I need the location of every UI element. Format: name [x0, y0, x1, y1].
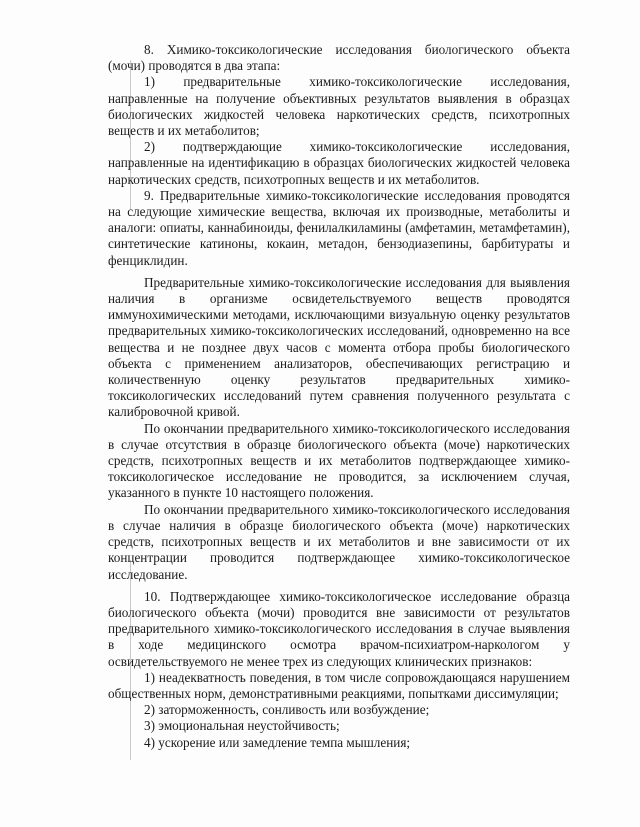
- list-item-2: 2) подтверждающие химико-токсикологические исследования, направленные на идентификацию в образцах биологических жидкостей человека наркотических средств, психотропных веществ и их метаболитов.: [108, 139, 570, 187]
- paragraph-9: 9. Предварительные химико-токсикологические исследования проводятся на следующие химические вещества, включая их производные, метаболиты и аналоги: опиаты, каннабиноиды, фенилалкиламины (амфетамин, метамфетамин), синтетические катиноны, кокаин, метадон, бензодиазепины, барбитураты и фенциклидин.: [108, 187, 570, 268]
- paragraph-8: 8. Химико-токсикологические исследования биологического объекта (мочи) проводятся в два этапа:: [108, 42, 570, 74]
- paragraph-positive-result: По окончании предварительного химико-токсикологического исследования в случае наличия в образце биологического объекта (моче) наркотических средств, психотропных веществ и их метаболитов и вне зависимости от их концентрации проводится подтверждающее химико-токсикологическое исследование.: [108, 501, 570, 582]
- clinical-sign-1: 1) неадекватность поведения, в том числе сопровождающаяся нарушением общественных норм, демонстративными реакциями, попытками диссимуляции;: [108, 669, 570, 701]
- list-item-1: 1) предварительные химико-токсикологические исследования, направленные на получение объективных результатов выявления в образцах биологических жидкостей человека наркотических средств, психотропных веществ и их метаболитов;: [108, 74, 570, 139]
- paragraph-preliminary-methods: Предварительные химико-токсикологические исследования для выявления наличия в организме освидетельствуемого веществ проводятся иммунохимическими методами, исключающими визуальную оценку результатов предварительных химико-токсикологических исследований, одновременно на все вещества и не позднее двух часов с момента отбора пробы биологического объекта с применением анализаторов, обеспечивающих регистрацию и количественную оценку результатов предварительных химико-токсикологических исследований путем сравнения полученного результата с калибровочной кривой.: [108, 274, 570, 420]
- paragraph-10: 10. Подтверждающее химико-токсикологическое исследование образца биологического объекта (мочи) проводится вне зависимости от результатов предварительного химико-токсикологического исследования в случае выявления в ходе медицинского осмотра врачом-психиатром-наркологом у освидетельствуемого не менее трех из следующих клинических признаков:: [108, 588, 570, 669]
- clinical-sign-2: 2) заторможенность, сонливость или возбуждение;: [144, 702, 430, 718]
- clinical-sign-4: 4) ускорение или замедление темпа мышления;: [144, 734, 411, 750]
- clinical-sign-3: 3) эмоциональная неустойчивость;: [144, 718, 340, 734]
- paragraph-negative-result: По окончании предварительного химико-токсикологического исследования в случае отсутствия в образце биологического объекта (моче) наркотических средств, психотропных веществ и их метаболитов подтверждающее химико-токсикологическое исследование не проводится, за исключением случая, указанного в пункте 10 настоящего положения.: [108, 420, 570, 501]
- document-body: [108, 42, 570, 751]
